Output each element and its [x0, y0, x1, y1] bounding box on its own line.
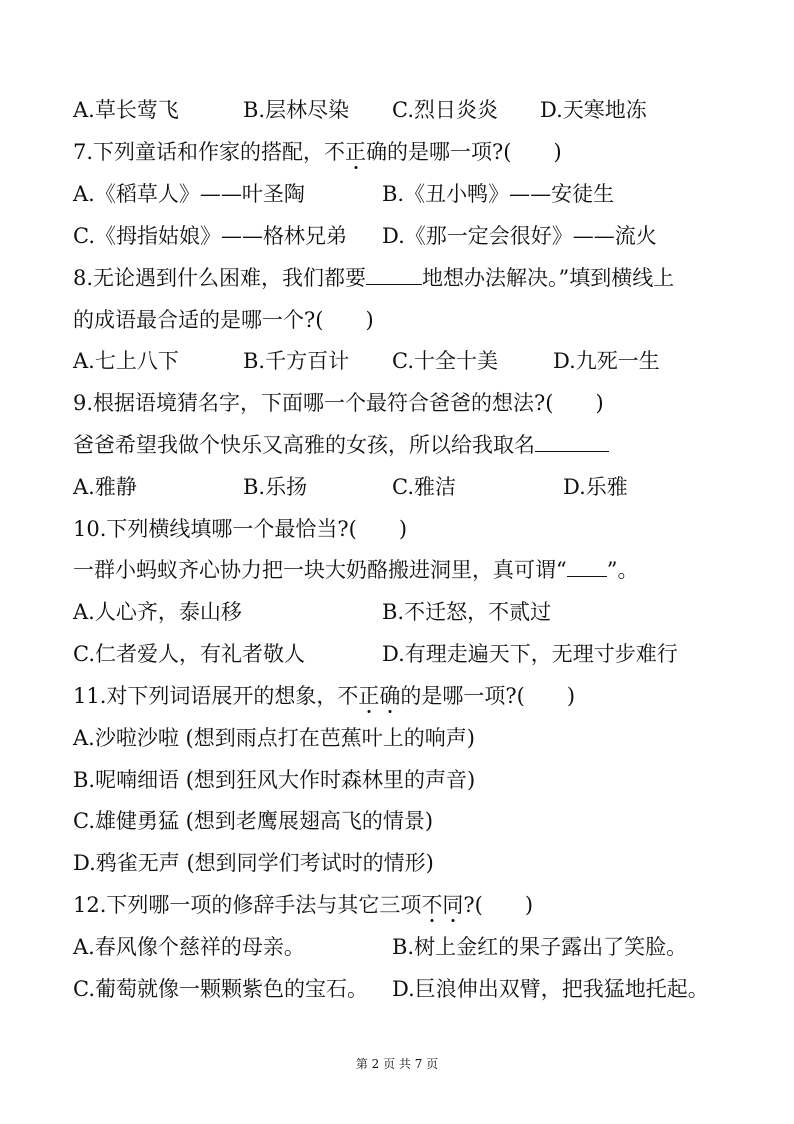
q9-stem: 9.根据语境猜名字，下面哪一个最符合爸爸的想法?( ) [73, 391, 604, 415]
q12-option-c: C.葡萄就像一颗颗紫色的宝石。 [73, 977, 368, 1001]
q8-answer-blank [366, 266, 422, 285]
q10-option-d: D.有理走遍天下，无理寸步难行 [382, 642, 678, 666]
q10-option-c: C.仁者爱人，有礼者敬人 [73, 642, 305, 666]
q9-option-d: D.乐雅 [563, 475, 628, 499]
q6-option-c: C.烈日炎炎 [392, 98, 498, 122]
q9-option-b: B.乐扬 [243, 475, 308, 499]
q10-context: 一群小蚂蚁齐心协力把一块大奶酪搬进洞里，真可谓“ ”。 [73, 558, 639, 582]
q10-option-b: B.不迁怒，不贰过 [382, 600, 552, 624]
q8-option-b: B.千方百计 [243, 349, 350, 373]
q7-stem: 7.下列童话和作家的搭配，不正确的是哪一项?( ) [73, 140, 562, 164]
q8-stem: 8.无论遇到什么困难，我们都要 地想办法解决。”填到横线上 [73, 266, 675, 290]
q12-option-b: B.树上金红的果子露出了笑脸。 [392, 935, 688, 959]
q12-stem: 12.下列哪一项的修辞手法与其它三项不同?( ) [73, 893, 534, 917]
page-number-footer: 第 2 页 共 7 页 [355, 1057, 439, 1071]
q8-option-d: D.九死一生 [553, 349, 660, 373]
q9-context: 爸爸希望我做个快乐又高雅的女孩，所以给我取名 [73, 431, 609, 459]
q10-option-a: A.人心齐，泰山移 [73, 600, 242, 624]
q11-stem: 11.对下列词语展开的想象，不正确的是哪一项?( ) [73, 684, 576, 708]
q10-answer-blank [567, 558, 607, 577]
q6-option-d: D.天寒地冻 [540, 98, 647, 122]
q11-option-a: A.沙啦沙啦 (想到雨点打在芭蕉叶上的响声) [73, 726, 475, 750]
q9-option-c: C.雅洁 [392, 475, 456, 499]
q11-option-c: C.雄健勇猛 (想到老鹰展翅高飞的情景) [73, 809, 434, 833]
q7-option-a: A.《稻草人》——叶圣陶 [73, 182, 305, 206]
q6-option-b: B.层林尽染 [243, 98, 350, 122]
q12-option-a: A.春风像个慈祥的母亲。 [73, 935, 305, 959]
q12-option-d: D.巨浪伸出双臂，把我猛地托起。 [392, 977, 709, 1001]
q8-stem-continued: 的成语最合适的是哪一个?( ) [73, 308, 374, 332]
q8-option-c: C.十全十美 [392, 349, 498, 373]
q11-option-b: B.呢喃细语 (想到狂风大作时森林里的声音) [73, 768, 476, 792]
q6-option-a: A.草长莺飞 [73, 98, 179, 122]
q7-option-b: B.《丑小鸭》——安徒生 [382, 182, 615, 206]
q7-option-d: D.《那一定会很好》——流火 [382, 224, 657, 248]
q8-option-a: A.七上八下 [73, 349, 179, 373]
q9-answer-blank [535, 433, 609, 452]
q10-stem: 10.下列横线填哪一个最恰当?( ) [73, 517, 408, 541]
q7-option-c: C.《拇指姑娘》——格林兄弟 [73, 224, 347, 248]
q11-option-d: D.鸦雀无声 (想到同学们考试时的情形) [73, 851, 434, 875]
q9-option-a: A.雅静 [73, 475, 137, 499]
